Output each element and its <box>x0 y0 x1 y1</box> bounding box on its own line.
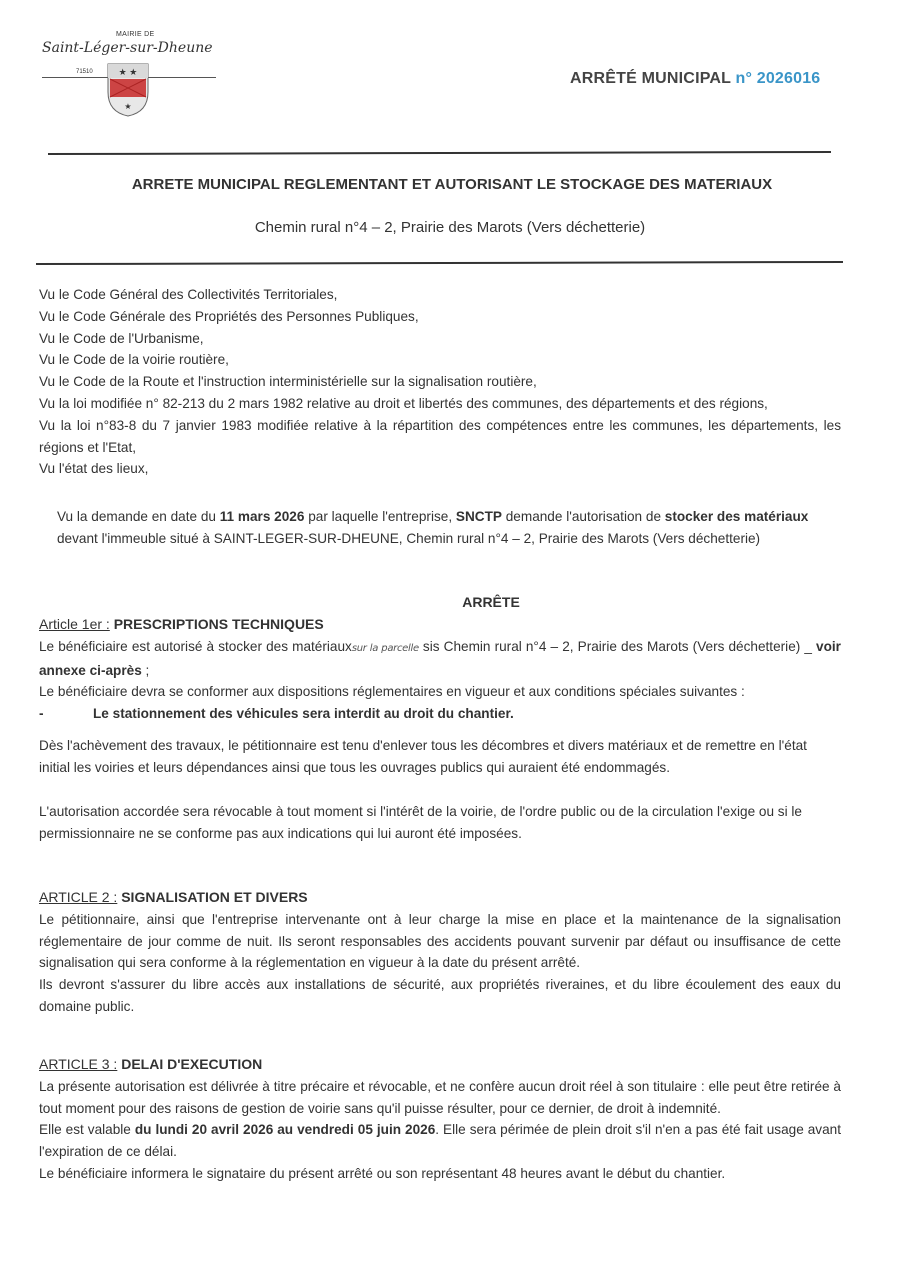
title-divider <box>36 261 843 265</box>
article-2-p1: Le pétitionnaire, ainsi que l'entreprise intervenante ont à leur charge la mise en place et la maintenance de la signalisation réglementaire de jour comme de nuit. Ils seront responsables des accidents pouvant survenir par défaut ou insuffisance de cette signalisation qui sera conforme à la réglementation en vigueur à la date du présent arrêté. <box>39 911 841 971</box>
demande-text: demande l'autorisation de <box>501 509 665 524</box>
article-2-heading <box>39 887 841 909</box>
article-1-p3: Dès l'achèvement des travaux, le pétitionnaire est tenu d'enlever tous les décombres et divers matériaux et de remettre en l'état initial les voiries et leurs dépendances ainsi que tous les ouvrages publics qui auraient été endommagés. <box>39 738 807 775</box>
article-text: Elle est valable <box>39 1122 135 1138</box>
arrete-heading: ARRÊTE <box>462 594 520 610</box>
article-3-p2 <box>39 1119 841 1163</box>
article-2-label: ARTICLE 2 : <box>39 889 118 905</box>
shield-bottom-star: ★ <box>124 102 132 111</box>
article-1-title: PRESCRIPTIONS TECHNIQUES <box>109 616 324 632</box>
article-text: ; <box>141 662 150 678</box>
arrete-label: ARRÊTÉ MUNICIPAL <box>570 70 731 87</box>
coat-of-arms-icon <box>106 62 150 118</box>
arrete-number: n° 2026016 <box>735 70 821 87</box>
document-subtitle: Chemin rural n°4 – 2, Prairie des Marots (Vers déchetterie) <box>254 219 646 236</box>
postcode: 71510 <box>76 69 93 75</box>
article-2-p2: Ils devront s'assurer du libre accès aux installations de sécurité, aux propriétés riveraines, et du libre écoulement des eaux du domaine public. <box>39 977 841 1014</box>
handwritten-note: sur la parcelle <box>351 642 419 654</box>
vu-item: Vu le Code de la Route et l'instruction interministérielle sur la signalisation routière, <box>39 374 537 390</box>
article-text: Le bénéficiaire est autorisé à stocker des matériaux <box>39 638 352 654</box>
vu-item: Vu le Code Général des Collectivités Territoriales, <box>39 287 338 302</box>
article-1-p1 <box>39 636 841 682</box>
article-1-heading <box>39 614 841 636</box>
vu-item: Vu l'état des lieux, <box>39 461 149 477</box>
mairie-de-label: MAIRIE DE <box>116 31 155 38</box>
vu-item: Vu le Code de l'Urbanisme, <box>39 330 204 346</box>
list-dash: - <box>39 706 44 722</box>
article-1-p2: Le bénéficiaire devra se conformer aux dispositions réglementaires en vigueur et aux conditions spéciales suivantes : <box>39 684 745 700</box>
demande-object: stocker des matériaux <box>664 509 809 524</box>
vu-item: Vu la loi modifiée n° 82-213 du 2 mars 1982 relative au droit et libertés des communes, des départements et des régions, <box>39 395 768 411</box>
article-3-p1: La présente autorisation est délivrée à titre précaire et révocable, et ne confère aucun droit réel à son titulaire : elle peut être retirée à tout moment pour des raisons de gestion de voirie sans qu'il puisse résulter, pour ce dernier, de droit à indemnité. <box>39 1078 841 1116</box>
article-2-title: SIGNALISATION ET DIVERS <box>117 889 308 905</box>
article-3 <box>39 1054 841 1185</box>
demande-text: Vu la demande en date du <box>57 509 220 524</box>
shield-stars: ★ ★ <box>118 67 138 77</box>
article-2 <box>39 887 841 1018</box>
demande-text: par laquelle l'entreprise, <box>304 509 456 524</box>
top-divider <box>48 151 831 155</box>
vu-item: Vu la loi n°83-8 du 7 janvier 1983 modifiée relative à la répartition des compétences entre les communes, les départements, les régions et l'Etat, <box>39 417 841 455</box>
article-1 <box>39 614 841 725</box>
demande-date: 11 mars 2026 <box>219 509 305 524</box>
article-3-title: DELAI D'EXECUTION <box>117 1056 263 1072</box>
validity-dates: du lundi 20 avril 2026 au vendredi 05 juin 2026 <box>134 1122 436 1138</box>
vu-item: Vu le Code Générale des Propriétés des Personnes Publiques, <box>39 308 419 324</box>
annexe-reference: voir annexe ci-après <box>39 638 841 678</box>
article-3-heading <box>39 1054 841 1076</box>
vu-list <box>39 284 841 480</box>
list-item <box>39 703 841 725</box>
article-1-label: Article 1er : <box>39 616 110 632</box>
demande-paragraph <box>57 506 841 550</box>
arrete-number-heading <box>570 70 820 88</box>
article-3-label: ARTICLE 3 : <box>39 1056 118 1072</box>
company-name: SNCTP <box>455 509 502 524</box>
article-text: . Elle sera périmée de plein droit s'il n'en a pas été fait usage avant l'expiration de ce délai. <box>39 1122 842 1160</box>
article-text: sis Chemin rural n°4 – 2, Prairie des Marots (Vers déchetterie) _ <box>418 638 817 654</box>
article-3-p3: Le bénéficiaire informera le signataire du présent arrêté ou son représentant 48 heures avant le début du chantier. <box>39 1165 726 1181</box>
vu-item: Vu le Code de la voirie routière, <box>39 352 229 368</box>
article-1-p4: L'autorisation accordée sera révocable à tout moment si l'intérêt de la voirie, de l'ordre public ou de la circulation l'exige ou si le permissionnaire ne se conforme pas aux indications qui lui auront été imposées. <box>39 804 802 841</box>
list-item-text: Le stationnement des véhicules sera interdit au droit du chantier. <box>93 706 514 722</box>
demande-text: devant l'immeuble situé à SAINT-LEGER-SUR-DHEUNE, Chemin rural n°4 – 2, Prairie des Marots (Vers déchetterie) <box>57 530 761 546</box>
town-name: Saint-Léger-sur-Dheune <box>42 40 213 56</box>
document-title: ARRETE MUNICIPAL REGLEMENTANT ET AUTORISANT LE STOCKAGE DES MATERIAUX <box>131 176 773 193</box>
